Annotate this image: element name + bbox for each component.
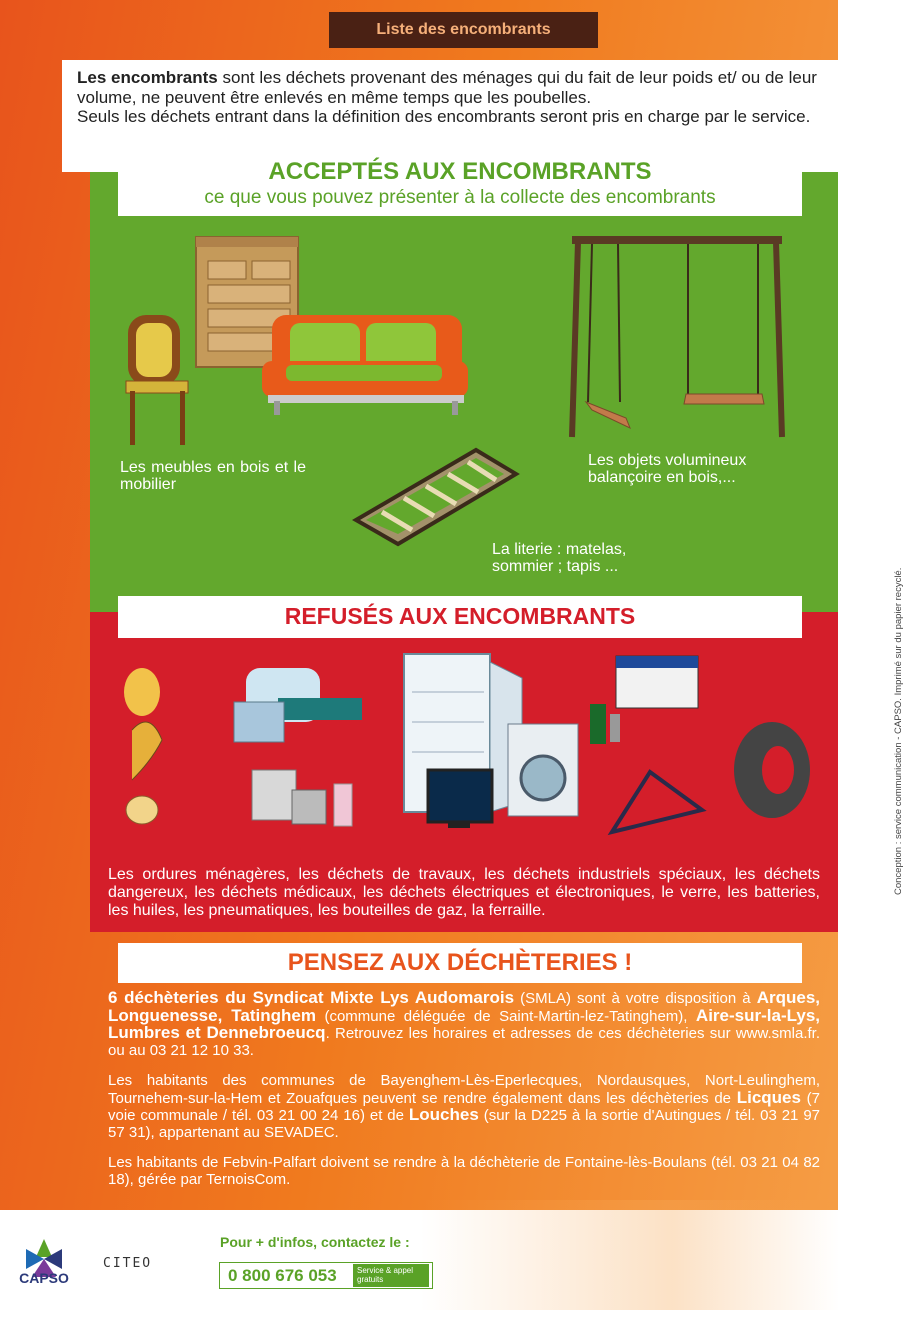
intro-text-1: sont les déchets provenant des ménages qui du fait de leur poids et/ ou de leur volume, ne peuvent être enlevés en même temps que les poubelles.	[77, 68, 817, 107]
side-credit-note: Conception : service communication - CAPSO. Imprimé sur du papier recyclé.	[893, 567, 904, 895]
capso-logo-text: CAPSO	[19, 1270, 69, 1286]
phone-number[interactable]: 0 800 676 053	[228, 1266, 337, 1285]
licques-bold: Licques	[736, 1087, 801, 1107]
refused-items-illustration	[112, 652, 832, 852]
p1-text-2: (commune déléguée de Saint-Martin-lez-Tatinghem),	[316, 1007, 696, 1025]
page-title-tag: Liste des encombrants	[329, 12, 598, 48]
footer-fade	[420, 1200, 840, 1310]
decheteries-header	[118, 943, 802, 983]
paint-cans-image	[252, 770, 352, 826]
sofa-image	[262, 315, 468, 415]
decheteries-paragraph-1	[108, 990, 820, 1059]
contact-label: Pour + d'infos, contactez le :	[220, 1234, 410, 1250]
free-call-badge: Service & appel gratuits	[353, 1264, 429, 1287]
decheteries-title: PENSEZ AUX DÉCHÈTERIES !	[287, 949, 633, 976]
battery-image	[590, 656, 698, 744]
p2-text-3: (sur la D225 à la sortie d'Autingues / tél. 03 21 97 57 31), appartenant au SEVADEC.	[108, 1107, 820, 1141]
refused-header	[118, 596, 802, 638]
caption-literie: La literie : matelas, sommier ; tapis ...	[492, 541, 627, 575]
intro-text	[77, 68, 837, 127]
p1-text-3: . Retrouvez les horaires et adresses de ces déchèteries sur www.smla.fr. ou au 03 21 12 10 33.	[108, 1025, 820, 1059]
citeo-logo: CITEO	[103, 1256, 153, 1271]
decheteries-text	[108, 990, 820, 1202]
insulation-image	[234, 668, 362, 742]
chair-image	[126, 315, 188, 445]
phone-box[interactable]	[219, 1262, 433, 1289]
tyre-image	[734, 722, 810, 818]
intro-text-2: Seuls les déchets entrant dans la définition des encombrants seront pris en charge par le service.	[77, 107, 811, 126]
accepted-subtitle: ce que vous pouvez présenter à la collecte des encombrants	[204, 187, 716, 208]
bike-frame-image	[612, 772, 702, 832]
p1-bold-2: Arques, Longuenesse, Tatinghem	[108, 988, 820, 1025]
refused-title: REFUSÉS AUX ENCOMBRANTS	[284, 603, 636, 629]
caption-meubles: Les meubles en bois et le mobilier	[120, 459, 306, 493]
furniture-illustration	[122, 235, 472, 450]
decheteries-paragraph-3: Les habitants de Febvin-Palfart doivent se rendre à la déchèterie de Fontaine-lès-Boulans (tél. 03 21 04 82 18), gérée par TernoisCom.	[108, 1154, 820, 1188]
tv-image	[428, 770, 492, 828]
p1-bold-3: Aire-sur-la-Lys, Lumbres et Dennebroeucq	[108, 1005, 820, 1042]
washing-machine-image	[508, 724, 578, 816]
caption-objets: Les objets volumineux balançoire en bois,...	[588, 452, 747, 486]
louches-bold: Louches	[408, 1105, 479, 1124]
decheteries-paragraph-2	[108, 1073, 820, 1141]
p1-text-1: (SMLA) sont à votre disposition à	[514, 990, 757, 1007]
accepted-title: ACCEPTÉS AUX ENCOMBRANTS	[268, 158, 652, 185]
smla-bold: 6 déchèteries du Syndicat Mixte Lys Audomarois	[108, 988, 515, 1007]
swing-illustration	[568, 232, 788, 442]
p2-text-2: (7 voie communale / tél. 03 21 00 24 16) et de	[108, 1089, 820, 1124]
accepted-header	[118, 152, 802, 216]
right-margin	[838, 0, 919, 1319]
p2-text-1: Les habitants des communes de Bayenghem-Lès-Eperlecques, Nordausques, Nort-Leulinghem, Tournehem-sur-la-Hem et Zouafques peuvent se rendre également dans les déchèteries de	[108, 1072, 820, 1107]
bed-frame-illustration	[352, 446, 520, 550]
intro-bold: Les encombrants	[77, 68, 218, 87]
food-waste-image	[124, 668, 162, 824]
refused-text: Les ordures ménagères, les déchets de travaux, les déchets industriels spéciaux, les déchets dangereux, les déchets médicaux, les déchets électriques et électroniques, le verre, les batteries, les huiles, les pneumatiques, les bouteilles de gaz, la ferraille.	[108, 866, 820, 919]
